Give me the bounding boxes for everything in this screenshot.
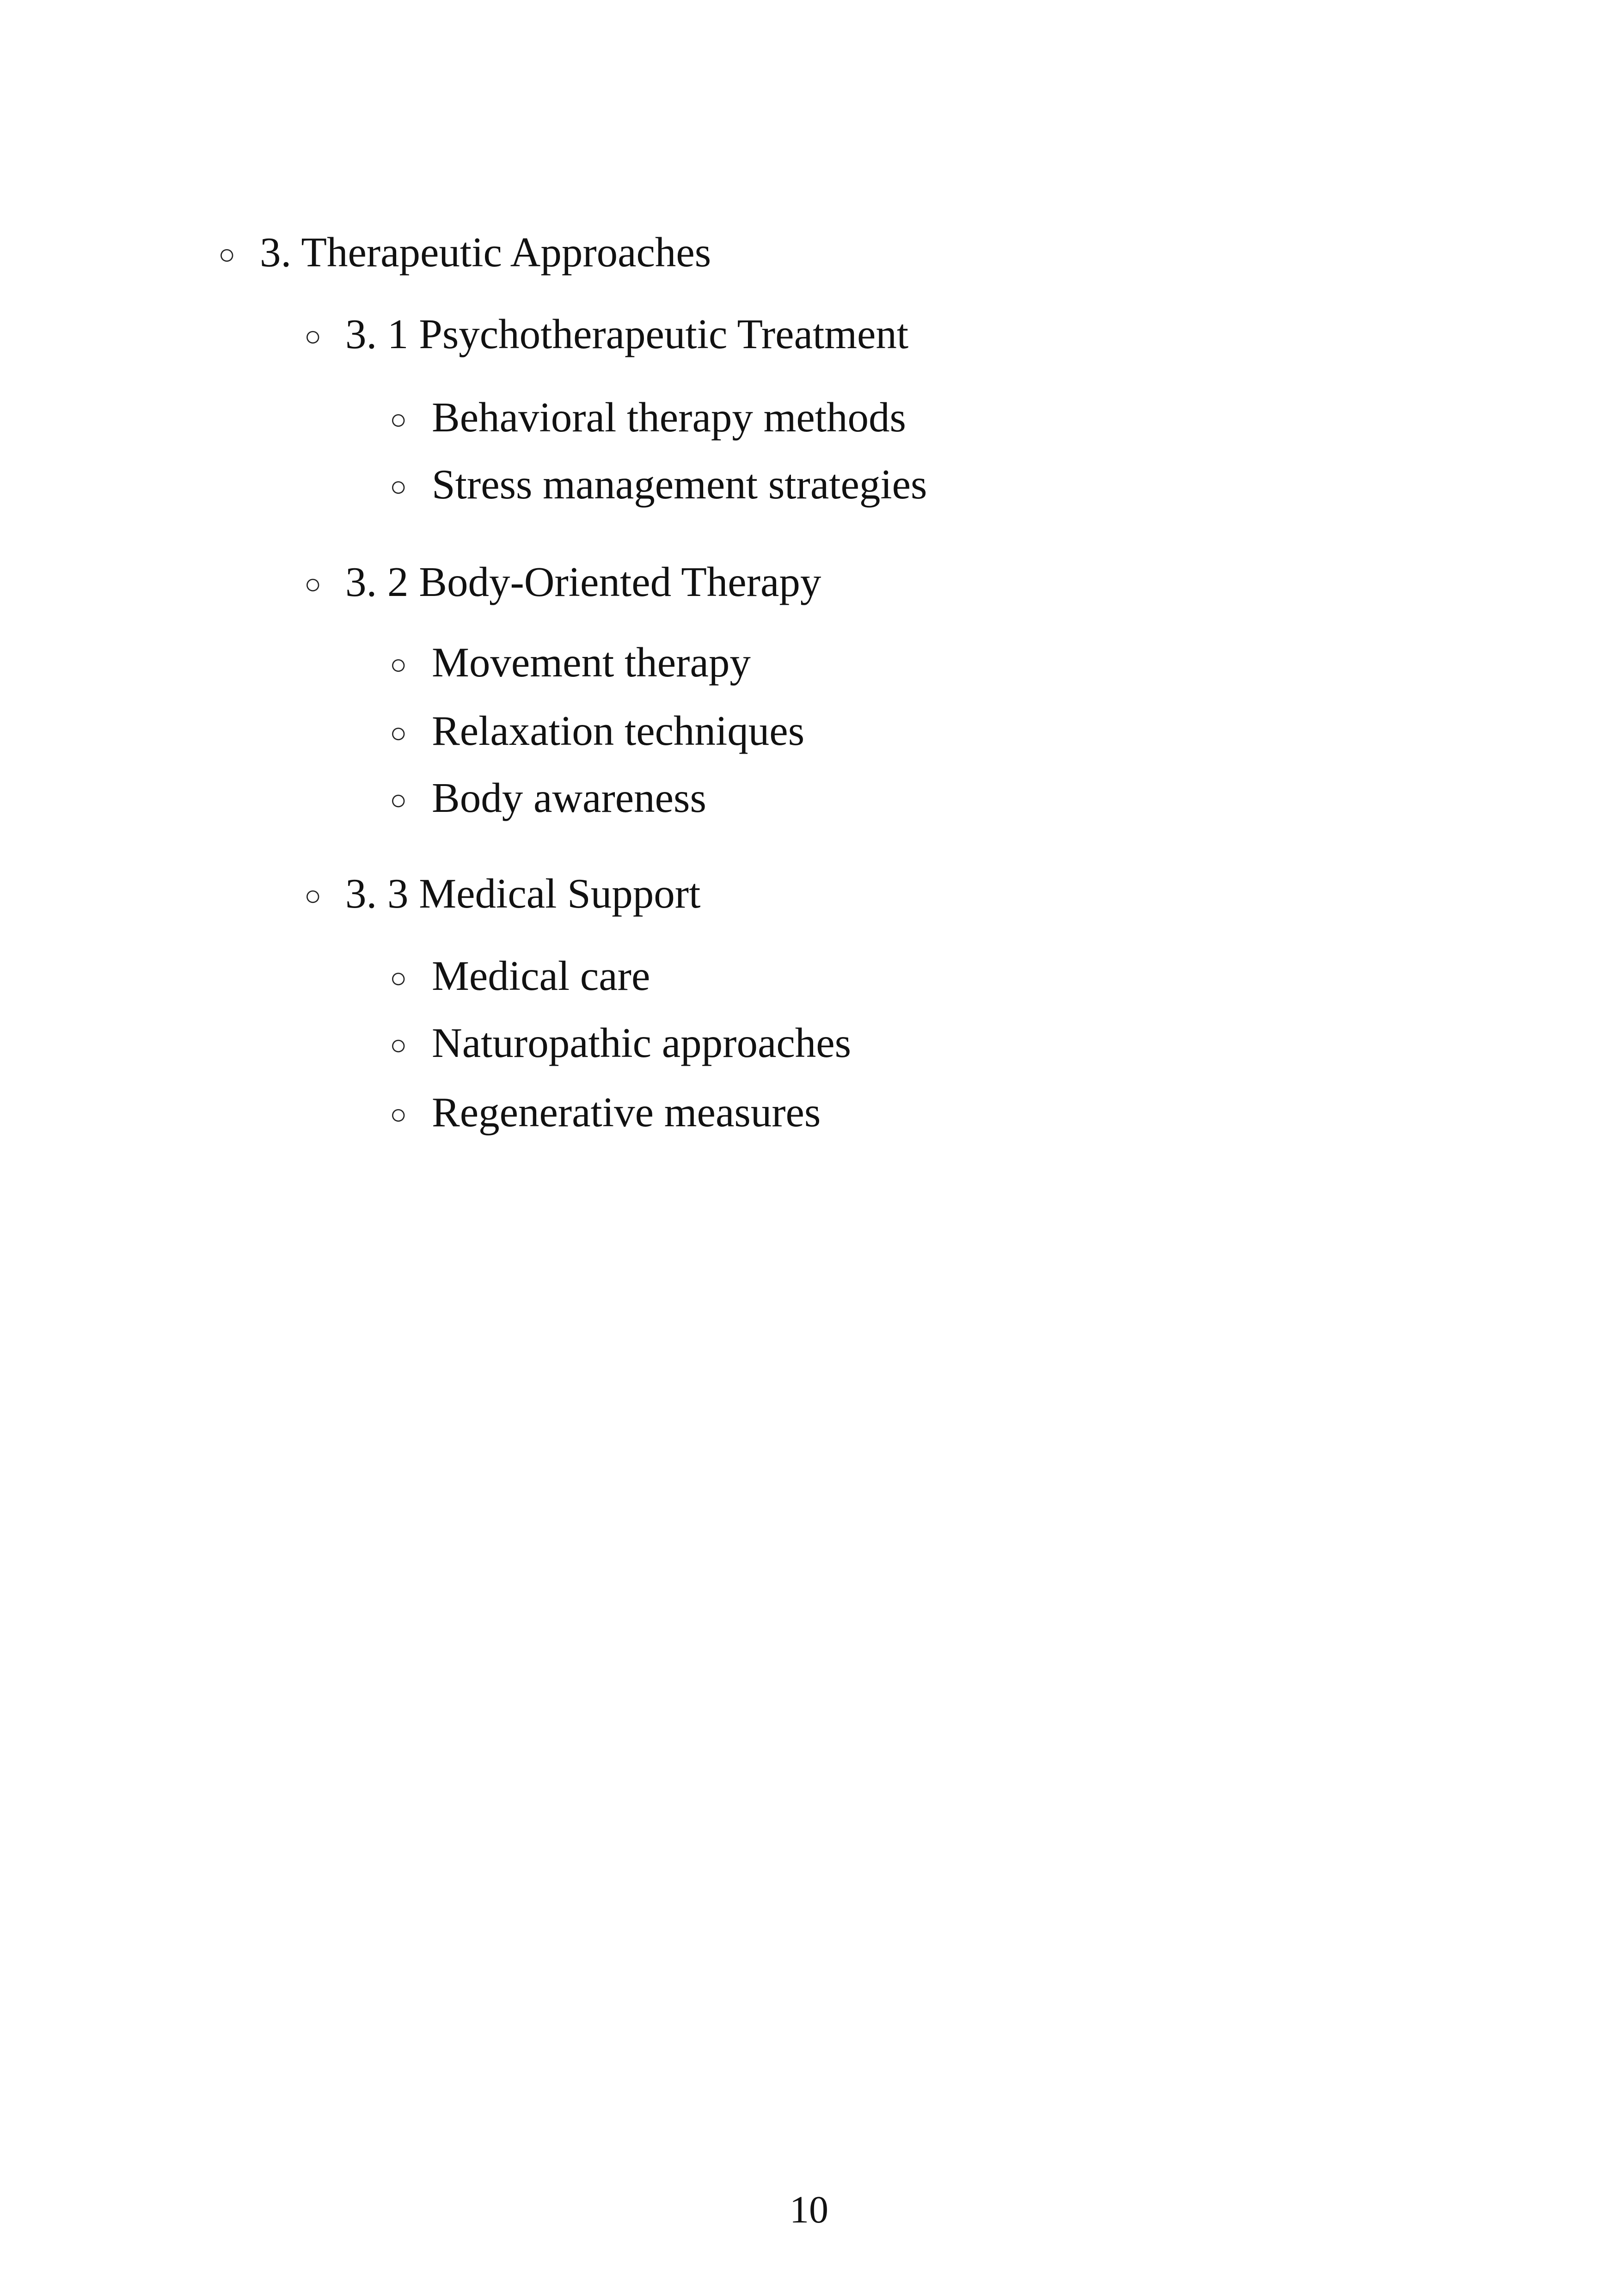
list-item: Body awareness <box>432 774 706 821</box>
bullet-icon: ○ <box>304 321 322 352</box>
bullet-icon: ○ <box>390 963 407 994</box>
bullet-icon: ○ <box>390 471 407 503</box>
list-item: Behavioral therapy methods <box>432 394 906 441</box>
bullet-icon: ○ <box>390 649 407 681</box>
bullet-icon: ○ <box>390 1099 407 1130</box>
bullet-icon: ○ <box>218 239 236 270</box>
bullet-icon: ○ <box>390 785 407 816</box>
list-item: Stress management strategies <box>432 461 927 508</box>
list-item: Regenerative measures <box>432 1089 821 1136</box>
subsection-heading-psychotherapeutic: 3. 1 Psychotherapeutic Treatment <box>345 311 909 357</box>
bullet-icon: ○ <box>304 880 322 912</box>
bullet-icon: ○ <box>390 1030 407 1061</box>
section-heading: 3. Therapeutic Approaches <box>260 229 711 276</box>
subsection-heading-medical-support: 3. 3 Medical Support <box>345 870 701 917</box>
bullet-icon: ○ <box>390 404 407 436</box>
list-item: Relaxation techniques <box>432 707 805 754</box>
list-item: Naturopathic approaches <box>432 1019 852 1066</box>
bullet-icon: ○ <box>304 569 322 600</box>
list-item: Movement therapy <box>432 639 751 686</box>
bullet-icon: ○ <box>390 718 407 749</box>
list-item: Medical care <box>432 952 650 999</box>
page-number: 10 <box>790 2188 828 2231</box>
subsection-heading-body-oriented: 3. 2 Body-Oriented Therapy <box>345 559 821 605</box>
